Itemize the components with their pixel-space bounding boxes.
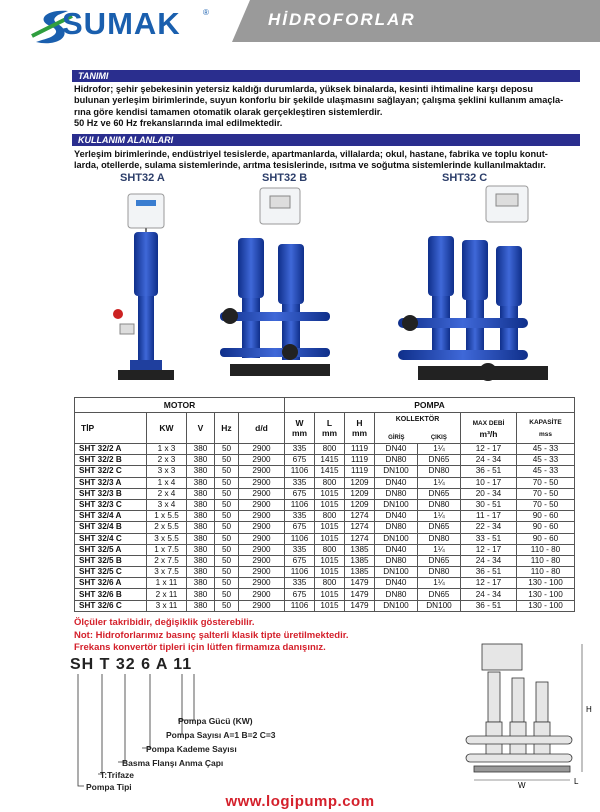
table-cell: 1106 — [285, 499, 315, 510]
table-cell: DN100 — [418, 600, 461, 611]
table-cell: 1106 — [285, 600, 315, 611]
table-cell: 2900 — [239, 567, 285, 578]
table-cell: SHT 32/5 A — [75, 544, 147, 555]
model-label-a: SHT32 A — [120, 172, 165, 184]
table-cell: 2900 — [239, 499, 285, 510]
table-cell: 380 — [187, 466, 215, 477]
table-cell: 50 — [215, 444, 239, 455]
group-motor: MOTOR — [75, 398, 285, 413]
table-cell: 675 — [285, 522, 315, 533]
table-cell: 50 — [215, 455, 239, 466]
table-cell: 20 - 34 — [461, 488, 517, 499]
table-cell: 1106 — [285, 466, 315, 477]
table-cell: 335 — [285, 511, 315, 522]
table-cell: 50 — [215, 466, 239, 477]
col-l: L mm — [315, 413, 345, 444]
table-cell: 2900 — [239, 589, 285, 600]
pump-c-icon — [398, 186, 548, 381]
table-cell: 50 — [215, 488, 239, 499]
table-cell: 2 x 5.5 — [147, 522, 187, 533]
table-cell: 335 — [285, 544, 315, 555]
table-cell: 675 — [285, 589, 315, 600]
table-cell: 675 — [285, 455, 315, 466]
tanimi-paragraph — [74, 84, 574, 130]
table-cell: 1 x 5.5 — [147, 511, 187, 522]
legend-pompa-gucu: Pompa Gücü (KW) — [178, 716, 253, 726]
table-cell: 2900 — [239, 444, 285, 455]
table-cell: 3 x 5.5 — [147, 533, 187, 544]
table-cell: 1385 — [345, 555, 375, 566]
table-cell: 2900 — [239, 488, 285, 499]
note-frequency: Frekans konvertör tipleri için lütfen firmamıza danışınız. — [74, 642, 326, 653]
table-cell: SHT 32/2 C — [75, 466, 147, 477]
table-cell: 2900 — [239, 477, 285, 488]
dimension-drawing-icon — [452, 638, 597, 790]
table-cell: SHT 32/4 B — [75, 522, 147, 533]
table-cell: 1¼ — [418, 511, 461, 522]
table-cell: 1415 — [315, 466, 345, 477]
table-cell: 130 - 100 — [517, 600, 575, 611]
table-cell: 50 — [215, 600, 239, 611]
table-cell: 380 — [187, 578, 215, 589]
table-cell: DN100 — [375, 533, 418, 544]
table-row — [75, 499, 575, 510]
table-cell: 800 — [315, 444, 345, 455]
table-cell: 1¼ — [418, 444, 461, 455]
table-cell: SHT 32/5 B — [75, 555, 147, 566]
table-cell: 2 x 11 — [147, 589, 187, 600]
table-cell: 1015 — [315, 567, 345, 578]
table-cell: 1106 — [285, 533, 315, 544]
table-cell: 1015 — [315, 555, 345, 566]
brand-name: SUMAK — [62, 6, 181, 41]
table-cell: 50 — [215, 511, 239, 522]
table-cell: 1015 — [315, 522, 345, 533]
table-row — [75, 533, 575, 544]
table-cell: 335 — [285, 477, 315, 488]
table-cell: DN100 — [375, 499, 418, 510]
table-cell: 12 - 17 — [461, 444, 517, 455]
table-cell: 50 — [215, 578, 239, 589]
table-cell: 24 - 34 — [461, 589, 517, 600]
table-cell: DN80 — [418, 567, 461, 578]
table-cell: 1 x 4 — [147, 477, 187, 488]
table-cell: DN80 — [375, 555, 418, 566]
table-cell: SHT 32/5 C — [75, 567, 147, 578]
model-code: SH T 32 6 A 11 — [70, 656, 193, 673]
table-cell: 33 - 51 — [461, 533, 517, 544]
table-cell: 335 — [285, 444, 315, 455]
table-cell: 380 — [187, 533, 215, 544]
table-cell: 800 — [315, 544, 345, 555]
table-row — [75, 578, 575, 589]
table-cell: 50 — [215, 499, 239, 510]
table-cell: SHT 32/6 B — [75, 589, 147, 600]
kullanim-line: Yerleşim birimlerinde, endüstriyel tesislerde, apartmanlarda, villalarda; okul, hastane, fabrika ve toplu konut- — [74, 149, 548, 159]
table-cell: 1015 — [315, 600, 345, 611]
table-cell: DN80 — [375, 455, 418, 466]
table-cell: 1274 — [345, 522, 375, 533]
col-h: H mm — [345, 413, 375, 444]
table-cell: DN80 — [418, 533, 461, 544]
table-cell: 1015 — [315, 499, 345, 510]
legend-kademe: Pompa Kademe Sayısı — [146, 744, 237, 754]
legend-trifaze: T:Trifaze — [100, 770, 135, 780]
section-heading-kullanim: KULLANIM ALANLARI — [78, 135, 174, 145]
table-cell: 380 — [187, 600, 215, 611]
registered-mark: ® — [203, 8, 209, 17]
table-cell: DN40 — [375, 477, 418, 488]
table-cell: 380 — [187, 455, 215, 466]
table-cell: 130 - 100 — [517, 589, 575, 600]
table-cell: 36 - 51 — [461, 600, 517, 611]
section-bar-kullanim — [72, 134, 580, 146]
tanimi-line: 50 Hz ve 60 Hz frekanslarında imal edilmektedir. — [74, 118, 283, 129]
table-cell: 2900 — [239, 555, 285, 566]
table-cell: DN100 — [375, 600, 418, 611]
table-cell: 1274 — [345, 533, 375, 544]
page-header — [0, 0, 600, 60]
table-cell: 1209 — [345, 499, 375, 510]
table-cell: 3 x 7.5 — [147, 567, 187, 578]
table-cell: SHT 32/3 C — [75, 499, 147, 510]
table-cell: 2900 — [239, 511, 285, 522]
table-cell: 3 x 11 — [147, 600, 187, 611]
table-cell: DN40 — [375, 578, 418, 589]
table-cell: 1 x 11 — [147, 578, 187, 589]
table-cell: 1415 — [315, 455, 345, 466]
table-cell: 2 x 7.5 — [147, 555, 187, 566]
col-kapasite: KAPASİTE mss — [517, 413, 575, 444]
col-w: W mm — [285, 413, 315, 444]
table-cell: 380 — [187, 567, 215, 578]
table-cell: DN40 — [375, 444, 418, 455]
note-dimensions: Ölçüler takribidir, değişiklik gösterebilir. — [74, 617, 255, 628]
table-cell: 50 — [215, 477, 239, 488]
table-cell: 2900 — [239, 466, 285, 477]
col-dd: d/d — [239, 413, 285, 444]
table-cell: 10 - 17 — [461, 477, 517, 488]
col-hz: Hz — [215, 413, 239, 444]
table-cell: 50 — [215, 589, 239, 600]
table-cell: 380 — [187, 555, 215, 566]
table-cell: 36 - 51 — [461, 567, 517, 578]
table-cell: 2900 — [239, 600, 285, 611]
pump-a-icon — [113, 194, 174, 380]
table-cell: 800 — [315, 578, 345, 589]
table-row — [75, 544, 575, 555]
pump-illustrations — [0, 184, 600, 396]
table-cell: 1274 — [345, 511, 375, 522]
table-cell: 380 — [187, 488, 215, 499]
table-cell: DN80 — [375, 589, 418, 600]
table-cell: 50 — [215, 567, 239, 578]
table-cell: DN80 — [418, 499, 461, 510]
table-cell: DN65 — [418, 555, 461, 566]
table-cell: SHT 32/2 A — [75, 444, 147, 455]
table-cell: SHT 32/3 B — [75, 488, 147, 499]
table-cell: DN40 — [375, 544, 418, 555]
table-cell: 2900 — [239, 533, 285, 544]
table-cell: 380 — [187, 522, 215, 533]
table-cell: SHT 32/6 C — [75, 600, 147, 611]
col-maxdebi: MAX DEBİ m³/h — [461, 413, 517, 444]
table-row — [75, 488, 575, 499]
table-cell: DN65 — [418, 455, 461, 466]
table-cell: 675 — [285, 488, 315, 499]
table-cell: 3 x 3 — [147, 466, 187, 477]
table-cell: 1015 — [315, 488, 345, 499]
table-cell: 11 - 17 — [461, 511, 517, 522]
table-cell: SHT 32/6 A — [75, 578, 147, 589]
table-cell: 1209 — [345, 477, 375, 488]
table-cell: SHT 32/3 A — [75, 477, 147, 488]
table-row — [75, 555, 575, 566]
table-cell: 45 - 33 — [517, 444, 575, 455]
table-cell: 1 x 3 — [147, 444, 187, 455]
table-row — [75, 477, 575, 488]
table-cell: 24 - 34 — [461, 555, 517, 566]
tanimi-line: bulunan yerleşim birimlerinde, suyun konforlu bir şekilde ulaşmasını sağlayan; çalışma şeklini kullanım amaçla- — [74, 95, 564, 106]
table-cell: 2900 — [239, 578, 285, 589]
table-cell: SHT 32/4 A — [75, 511, 147, 522]
table-cell: 24 - 34 — [461, 455, 517, 466]
section-bar-tanimi — [72, 70, 580, 82]
table-cell: 110 - 80 — [517, 567, 575, 578]
pump-b-icon — [220, 188, 330, 376]
table-cell: DN80 — [375, 522, 418, 533]
table-cell: 2 x 4 — [147, 488, 187, 499]
table-row — [75, 567, 575, 578]
note-pressure-switch: Not: Hidroforlarımız basınç şalterli klasik tipte üretilmektedir. — [74, 630, 349, 641]
col-tip: TİP — [75, 413, 147, 444]
page-title: HİDROFORLAR — [268, 10, 416, 29]
table-cell: 90 - 60 — [517, 511, 575, 522]
table-cell: 1015 — [315, 589, 345, 600]
table-cell: 380 — [187, 511, 215, 522]
table-cell: SHT 32/2 B — [75, 455, 147, 466]
table-cell: 70 - 50 — [517, 499, 575, 510]
table-cell: 45 - 33 — [517, 466, 575, 477]
table-cell: 3 x 4 — [147, 499, 187, 510]
table-cell: 2900 — [239, 455, 285, 466]
table-cell: 110 - 80 — [517, 555, 575, 566]
table-cell: 36 - 51 — [461, 466, 517, 477]
table-cell: 50 — [215, 522, 239, 533]
table-cell: 1479 — [345, 578, 375, 589]
table-row — [75, 522, 575, 533]
table-cell: DN65 — [418, 589, 461, 600]
table-cell: DN100 — [375, 567, 418, 578]
table-cell: 800 — [315, 511, 345, 522]
table-cell: 675 — [285, 555, 315, 566]
table-cell: 380 — [187, 444, 215, 455]
table-cell: 1106 — [285, 567, 315, 578]
table-cell: 1119 — [345, 444, 375, 455]
col-kw: KW — [147, 413, 187, 444]
legend-pompa-tipi: Pompa Tipi — [86, 782, 132, 792]
table-cell: 90 - 60 — [517, 533, 575, 544]
table-cell: 335 — [285, 578, 315, 589]
svg-text:H: H — [586, 705, 592, 714]
table-cell: 800 — [315, 477, 345, 488]
section-heading-tanimi: TANIMI — [78, 71, 109, 81]
model-label-b: SHT32 B — [262, 172, 308, 184]
table-cell: 30 - 51 — [461, 499, 517, 510]
table-cell: 380 — [187, 499, 215, 510]
table-cell: 12 - 17 — [461, 544, 517, 555]
kullanim-paragraph — [74, 149, 574, 172]
table-cell: 2 x 3 — [147, 455, 187, 466]
svg-text:L: L — [574, 777, 579, 786]
table-row — [75, 444, 575, 455]
table-cell: 130 - 100 — [517, 578, 575, 589]
table-cell: 2900 — [239, 522, 285, 533]
table-cell: 50 — [215, 544, 239, 555]
model-label-c: SHT32 C — [442, 172, 488, 184]
table-cell: DN80 — [418, 466, 461, 477]
svg-text:W: W — [518, 781, 526, 790]
table-cell: 380 — [187, 589, 215, 600]
legend-flans: Basma Flanşı Anma Çapı — [122, 758, 224, 768]
table-cell: 1385 — [345, 544, 375, 555]
legend-pompa-sayisi: Pompa Sayısı A=1 B=2 C=3 — [166, 730, 276, 740]
table-cell: 1¼ — [418, 544, 461, 555]
table-cell: DN65 — [418, 522, 461, 533]
table-cell: DN65 — [418, 488, 461, 499]
table-cell: DN80 — [375, 488, 418, 499]
table-cell: DN100 — [375, 466, 418, 477]
website-link[interactable]: www.logipump.com — [225, 793, 375, 810]
table-cell: 50 — [215, 555, 239, 566]
table-row — [75, 589, 575, 600]
table-cell: 1209 — [345, 488, 375, 499]
table-cell: 12 - 17 — [461, 578, 517, 589]
table-cell: 1¼ — [418, 578, 461, 589]
table-cell: 1385 — [345, 567, 375, 578]
table-cell: 90 - 60 — [517, 522, 575, 533]
spec-table — [74, 397, 575, 612]
table-cell: 1479 — [345, 600, 375, 611]
kullanim-line: larda, otellerde, sulama sistemlerinde, arıtma tesislerinde, ısıtma ve soğutma sistemlerinde kullanılmaktadır. — [74, 160, 546, 171]
table-cell: 1479 — [345, 589, 375, 600]
tanimi-line: Hidrofor; şehir şebekesinin yetersiz kaldığı durumlarda, yüksek binalarda, kesinti ihtimaline karşı deposu — [74, 84, 534, 94]
table-cell: 1¼ — [418, 477, 461, 488]
table-cell: 70 - 50 — [517, 488, 575, 499]
table-cell: 1119 — [345, 466, 375, 477]
table-cell: 45 - 33 — [517, 455, 575, 466]
col-v: V — [187, 413, 215, 444]
group-pompa: POMPA — [285, 398, 575, 413]
table-cell: 110 - 80 — [517, 544, 575, 555]
table-cell: 2900 — [239, 544, 285, 555]
tanimi-line: rına göre kendisi tamamen otomatik olarak gerçekleştiren sistemlerdir. — [74, 106, 383, 117]
table-row — [75, 600, 575, 611]
table-row — [75, 455, 575, 466]
table-cell: SHT 32/4 C — [75, 533, 147, 544]
table-cell: 380 — [187, 477, 215, 488]
table-cell: 1119 — [345, 455, 375, 466]
table-cell: DN40 — [375, 511, 418, 522]
table-cell: 50 — [215, 533, 239, 544]
table-row — [75, 511, 575, 522]
table-cell: 1 x 7.5 — [147, 544, 187, 555]
table-cell: 70 - 50 — [517, 477, 575, 488]
col-kollektor: KOLLEKTÖR GİRİŞ ÇIKIŞ — [375, 413, 461, 444]
table-cell: 380 — [187, 544, 215, 555]
table-cell: 1015 — [315, 533, 345, 544]
table-row — [75, 466, 575, 477]
table-cell: 22 - 34 — [461, 522, 517, 533]
